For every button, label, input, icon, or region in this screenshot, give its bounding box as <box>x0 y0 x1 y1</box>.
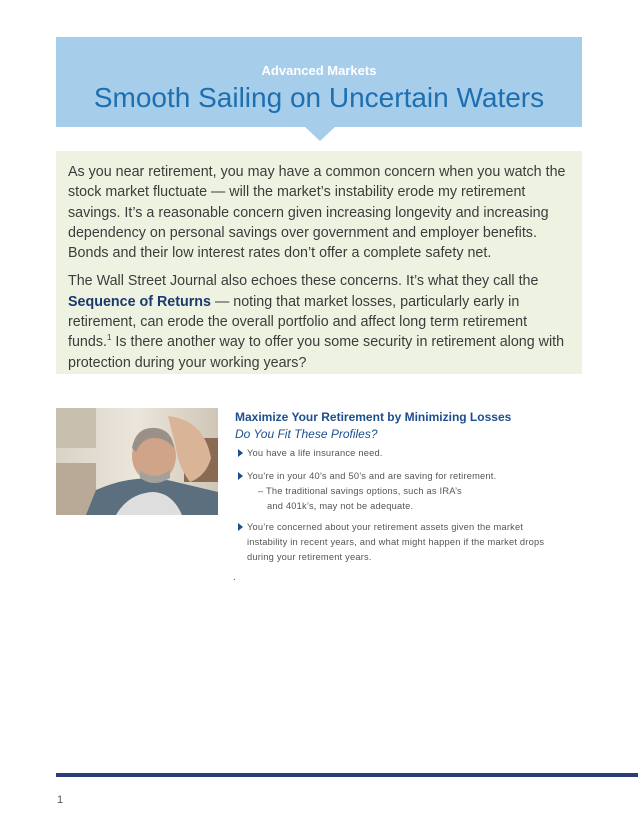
section-subheading: Do You Fit These Profiles? <box>235 427 378 441</box>
footer-rule <box>56 773 638 777</box>
sequence-of-returns-term: Sequence of Returns <box>68 293 211 310</box>
bullet-continuation: during your retirement years. <box>247 552 372 562</box>
footnote-marker: 1 <box>106 333 112 343</box>
page-title: Smooth Sailing on Uncertain Waters <box>93 82 545 113</box>
bullet-text: You’re in your 40’s and 50’s and are saving for retirement. <box>247 471 497 481</box>
intro-text: — noting that market losses, particularly early in retirement, can erode the overall portfolio and affect long term retirement funds. <box>68 293 528 351</box>
intro-box <box>56 151 582 374</box>
intro-paragraph-1: As you near retirement, you may have a common concern when you watch the stock market fluctuate — will the market’s instability erode my retirement savings. It’s a reasonable concern given increasing longevity and increasing dependency on personal savings over government and employer benefits. Bonds and their low interest rates don’t offer a complete safety net. <box>68 164 566 262</box>
intro-paragraph-2 <box>68 271 568 372</box>
header-banner <box>56 37 582 127</box>
bullet-continuation: instability in recent years, and what might happen if the market drops <box>247 537 545 547</box>
right-triangle-icon <box>238 449 243 457</box>
right-triangle-icon <box>238 472 243 480</box>
profile-bullet <box>238 446 383 461</box>
bullet-text: You’re concerned about your retirement assets given the market <box>247 522 524 532</box>
trailing-period: . <box>233 572 236 583</box>
right-triangle-icon <box>238 523 243 531</box>
bullet-subline: – The traditional savings options, such as IRA’s <box>258 486 462 496</box>
profile-bullet <box>238 469 496 514</box>
profile-bullet <box>238 520 544 565</box>
page-number: 1 <box>57 794 64 806</box>
section-kicker: Advanced Markets <box>261 63 377 78</box>
intro-text: The Wall Street Journal also echoes these concerns. It’s what they call the <box>68 273 539 290</box>
intro-text: Is there another way to offer you some security in retirement along with protection during your working years? <box>68 334 565 371</box>
relaxing-man-photo <box>56 408 218 515</box>
header-pointer-notch <box>305 127 335 141</box>
bullet-text: You have a life insurance need. <box>247 448 383 458</box>
bullet-subline: and 401k’s, may not be adequate. <box>267 501 414 511</box>
section-heading: Maximize Your Retirement by Minimizing Losses <box>235 410 512 424</box>
